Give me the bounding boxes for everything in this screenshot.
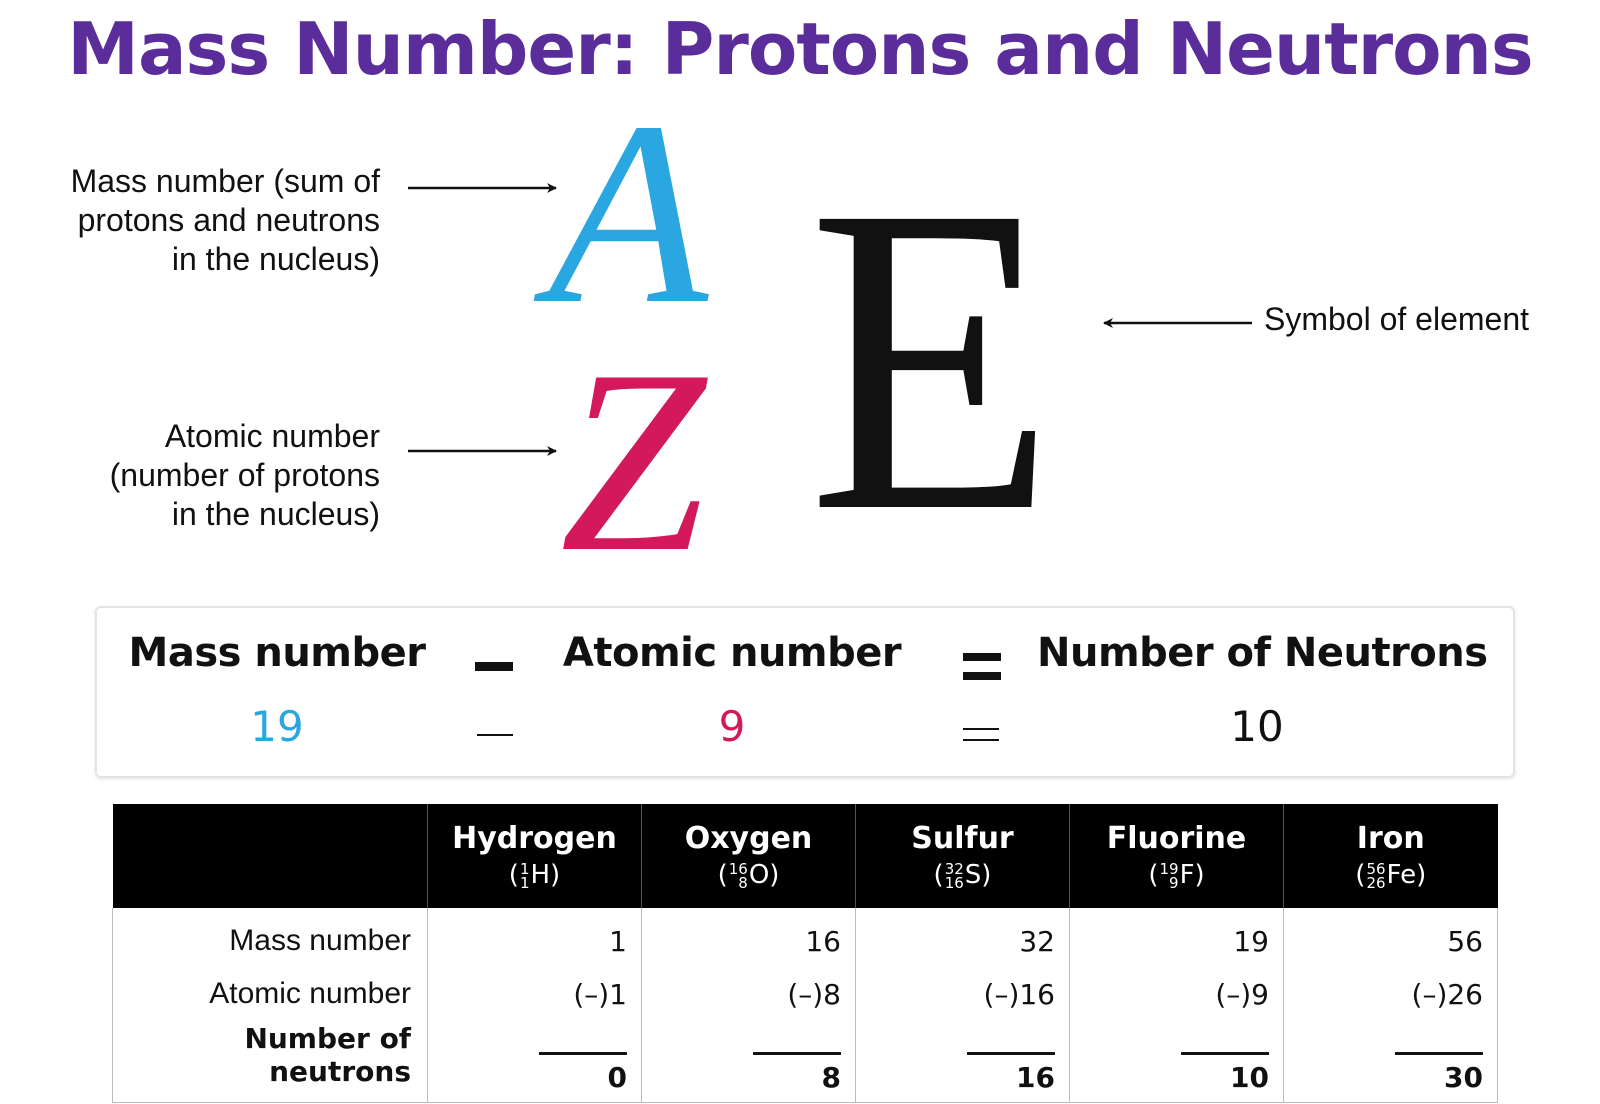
formula-neutrons-value: 10	[1230, 702, 1284, 751]
mass-number-label-line: protons and neutrons	[77, 202, 380, 238]
mass-number-label-line: in the nucleus)	[171, 241, 380, 277]
element-name: Fluorine	[1106, 821, 1247, 856]
formula-atomic-number-value: 9	[718, 702, 746, 751]
table-cell-total: 8	[642, 1022, 856, 1103]
row-label: Atomic number	[113, 966, 428, 1022]
formula-mass-number-heading: Mass number	[128, 630, 426, 676]
table-cell: (–)8	[642, 966, 856, 1022]
table-header-row	[113, 804, 1498, 908]
table-row-atomic-number	[113, 966, 1498, 1022]
column-iron	[1284, 804, 1498, 908]
table-cell-total: 0	[428, 1022, 642, 1103]
table-row-neutrons	[113, 1022, 1498, 1103]
table-cell-total: 10	[1070, 1022, 1284, 1103]
nuclide-notation: ( 32 16 S)	[933, 859, 992, 892]
atomic-number-label-line: (number of protons	[109, 457, 380, 493]
nuclide-notation: ( 56 26 Fe)	[1355, 859, 1427, 892]
equals-sign-top	[963, 728, 999, 730]
table-cell-total: 30	[1284, 1022, 1498, 1103]
nuclide-notation: ( 19 9 F)	[1148, 859, 1205, 892]
row-label: Mass number	[113, 908, 428, 966]
table-cell: 56	[1284, 908, 1498, 966]
atomic-number-symbol: Z	[560, 316, 706, 606]
table-header-blank	[113, 804, 428, 908]
equals-sign-bottom	[963, 739, 999, 741]
element-name: Oxygen	[684, 821, 813, 856]
column-oxygen	[642, 804, 856, 908]
neutron-formula-box	[95, 606, 1515, 778]
formula-mass-number-value: 19	[250, 702, 304, 751]
atomic-number-label-line: Atomic number	[164, 418, 380, 454]
element-symbol-label: Symbol of element	[1264, 301, 1530, 337]
nuclide-notation: ( 1 1 H)	[508, 859, 561, 892]
element-name: Iron	[1356, 821, 1425, 856]
element-name: Hydrogen	[452, 821, 617, 856]
table-cell: (–)26	[1284, 966, 1498, 1022]
table-cell: 1	[428, 908, 642, 966]
formula-atomic-number-heading: Atomic number	[562, 630, 902, 676]
column-fluorine	[1070, 804, 1284, 908]
element-name: Sulfur	[911, 821, 1014, 856]
table-cell: 32	[856, 908, 1070, 966]
table-cell: (–)1	[428, 966, 642, 1022]
formula-neutrons-heading: Number of Neutrons	[1037, 630, 1488, 676]
page-title: Mass Number: Protons and Neutrons	[67, 7, 1533, 91]
equals-operator-top	[963, 653, 1001, 661]
row-label: Number of neutrons	[113, 1022, 428, 1103]
neutron-table	[112, 804, 1498, 1103]
table-cell: 19	[1070, 908, 1284, 966]
table-cell-total: 16	[856, 1022, 1070, 1103]
column-hydrogen	[428, 804, 642, 908]
mass-number-label-line: Mass number (sum of	[70, 163, 380, 199]
minus-sign	[477, 734, 513, 736]
column-sulfur	[856, 804, 1070, 908]
table-cell: (–)16	[856, 966, 1070, 1022]
nuclide-notation: ( 16 8 O)	[717, 859, 780, 892]
minus-operator	[475, 662, 513, 671]
element-symbol: E	[808, 116, 1056, 603]
table-row-mass-number	[113, 908, 1498, 966]
equals-operator-bottom	[963, 672, 1001, 680]
atomic-number-label-line: in the nucleus)	[171, 496, 380, 532]
table-cell: 16	[642, 908, 856, 966]
table-cell: (–)9	[1070, 966, 1284, 1022]
mass-number-symbol: A	[548, 68, 709, 358]
